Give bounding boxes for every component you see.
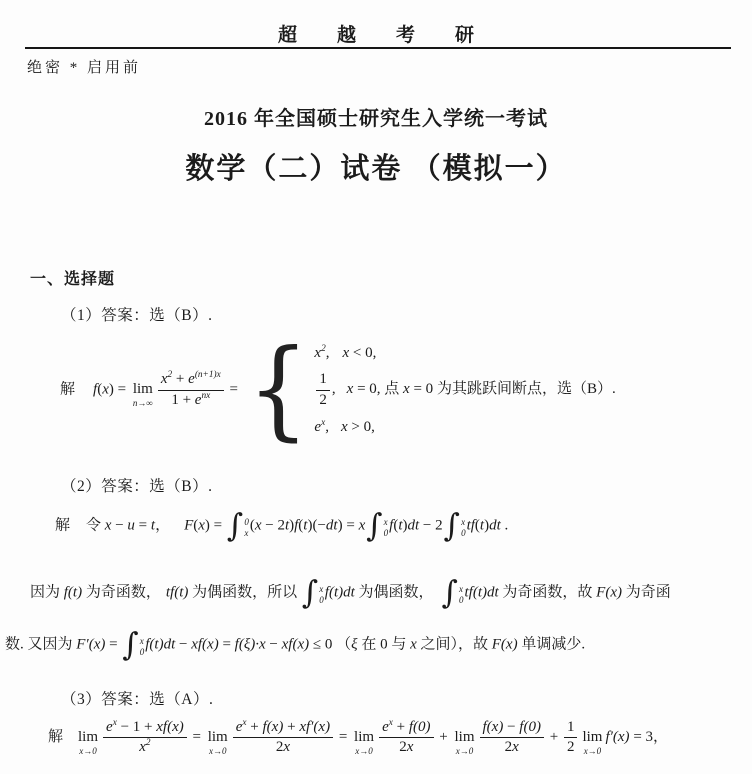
- mfrac: [480, 719, 544, 757]
- int-hi: x: [458, 583, 463, 594]
- mm: xf′(x): [299, 719, 331, 735]
- mm: x: [283, 739, 290, 756]
- mlim: [582, 730, 602, 756]
- mr: ) =: [337, 517, 359, 534]
- msup: 2: [321, 343, 326, 354]
- mm: f(0): [408, 719, 431, 735]
- mr: (: [249, 517, 255, 534]
- mm: x: [104, 517, 112, 534]
- mr: (: [298, 517, 304, 534]
- lim-top: lim: [582, 729, 603, 746]
- classification-label: 绝密 * 启用前: [27, 60, 142, 76]
- mm: dt: [407, 517, 420, 534]
- mc: 数. 又因为: [5, 636, 77, 653]
- mr: < 0,: [349, 344, 377, 361]
- mr: = 0,: [353, 381, 385, 398]
- mr: .: [500, 517, 509, 534]
- mm: e: [106, 719, 113, 735]
- mr: ): [484, 517, 490, 534]
- int-bounds: [384, 516, 389, 537]
- mr: ) =: [204, 517, 226, 534]
- mm: x: [102, 381, 109, 398]
- mint: [366, 508, 389, 544]
- mc: 为奇函数，故: [498, 584, 597, 601]
- mm: F(x): [491, 636, 518, 653]
- int-lo: 0: [383, 527, 389, 538]
- mr: 2: [275, 739, 284, 756]
- mc: 解: [48, 729, 64, 746]
- mc: 单调减少.: [517, 636, 586, 653]
- mr: =: [225, 381, 242, 398]
- answer-label-1: （1）答案：选（B）.: [61, 307, 213, 324]
- mr: ): [289, 517, 295, 534]
- mm: e: [314, 418, 322, 435]
- mm: f: [389, 517, 394, 534]
- mm: x: [403, 381, 410, 398]
- mm: tf(t)dt: [464, 584, 499, 601]
- mc: ，: [653, 729, 669, 746]
- mc: 解: [55, 517, 71, 534]
- mint: [443, 508, 466, 544]
- mr: ,: [331, 381, 336, 398]
- mr: +: [392, 719, 409, 735]
- mm: tf(t): [165, 584, 189, 601]
- mm: ξ: [351, 636, 358, 653]
- lim-under: x→0: [455, 746, 474, 757]
- lim-top: lim: [207, 729, 228, 746]
- mr: (: [97, 381, 103, 398]
- lim-top: lim: [354, 729, 375, 746]
- mbrace: {: [247, 327, 309, 452]
- mm: x: [342, 344, 350, 361]
- mr: +: [283, 719, 300, 735]
- mden: [168, 391, 213, 409]
- solution-2-paragraph-line-1: [30, 575, 671, 611]
- mm: f: [93, 381, 98, 398]
- mm: x: [346, 381, 354, 398]
- mr: 1 +: [171, 391, 195, 408]
- mr: +: [545, 729, 562, 746]
- int-bounds: [244, 516, 249, 537]
- mden: [273, 738, 293, 756]
- int-hi: x: [319, 583, 324, 594]
- int-lo: 0: [139, 646, 145, 657]
- mm: x: [358, 517, 366, 534]
- int-bounds: [461, 516, 466, 537]
- mm: xf(x): [156, 719, 184, 735]
- lim-under: n→∞: [132, 398, 153, 409]
- mr: = 0: [409, 381, 437, 398]
- mm: f(t): [63, 584, 83, 601]
- mcol: [314, 344, 615, 437]
- mr: ): [402, 517, 408, 534]
- mlim: [208, 730, 228, 756]
- int-sign: ∫: [122, 627, 139, 663]
- mr: −: [175, 636, 192, 653]
- mr: > 0,: [347, 418, 375, 435]
- mm: F(x): [596, 584, 622, 601]
- mr: 2: [399, 739, 407, 756]
- mfrac: [564, 719, 578, 757]
- mnum: [316, 371, 330, 390]
- msup: x: [112, 718, 117, 728]
- answer-label-3: （3）答案：选（A）.: [61, 691, 214, 708]
- mm: f(x): [482, 719, 504, 735]
- mc: 在 0 与: [357, 636, 411, 653]
- mr: ≤ 0: [309, 636, 337, 653]
- mr: +: [172, 371, 189, 388]
- mnum: [564, 719, 578, 738]
- mden: [396, 738, 416, 756]
- paper-title: 数学（二）试卷 （模拟一）: [185, 153, 567, 185]
- lim-under: x→0: [355, 746, 373, 757]
- mden: [136, 738, 153, 756]
- mc: 为奇函: [621, 584, 671, 601]
- mm: dt: [325, 517, 338, 534]
- mc: 点: [384, 381, 404, 398]
- mm: x: [410, 636, 417, 653]
- mm: x: [160, 371, 168, 388]
- lim-top: lim: [78, 729, 99, 746]
- mm: tf: [466, 517, 475, 534]
- mm: t: [479, 517, 485, 534]
- mden: [564, 738, 578, 756]
- msup: x: [242, 718, 247, 728]
- mm: t: [398, 517, 403, 534]
- mm: f′(x): [605, 729, 630, 746]
- int-sign: ∫: [366, 508, 383, 544]
- mfrac: [316, 371, 330, 409]
- mm: x: [406, 739, 414, 756]
- int-sign: ∫: [441, 575, 458, 611]
- int-hi: x: [139, 635, 144, 646]
- mm: f(ξ)·x: [234, 636, 266, 653]
- mc: 之间），故: [416, 636, 492, 653]
- lim-under: x→0: [583, 746, 602, 757]
- mfrac: [379, 719, 433, 757]
- mfrac: [158, 371, 224, 409]
- solution-2-paragraph-line-2: [5, 627, 586, 663]
- mrow: [314, 344, 615, 363]
- mm: e: [188, 371, 195, 388]
- mr: (: [193, 517, 199, 534]
- mr: −: [265, 636, 282, 653]
- mm: t: [150, 517, 156, 534]
- mint: [301, 575, 324, 611]
- mcases: [244, 327, 616, 452]
- int-sign: ∫: [443, 508, 461, 544]
- mr: ,: [325, 344, 330, 361]
- lim-under: x→0: [79, 746, 97, 757]
- mm: f(x): [262, 719, 284, 735]
- header-divider-line: [25, 47, 731, 49]
- mm: f(0): [519, 719, 541, 735]
- mm: xf(x): [281, 636, 310, 653]
- lim-under: x→0: [208, 746, 227, 757]
- mm: e: [235, 719, 243, 735]
- mr: 2: [504, 739, 513, 756]
- mfrac: [233, 719, 333, 757]
- mnum: [379, 719, 433, 738]
- mm: x: [254, 517, 262, 534]
- mc: （: [336, 636, 352, 653]
- mc: 为偶函数，: [354, 584, 434, 601]
- section-heading-choice-questions: 一、选择题: [30, 271, 116, 288]
- mden: [316, 391, 330, 409]
- mm: x: [139, 739, 146, 756]
- mnum: [480, 719, 544, 738]
- mr: 2: [566, 739, 575, 756]
- brand-header-text: 超越考研: [277, 25, 514, 46]
- mm: x: [198, 517, 205, 534]
- mm: e: [194, 391, 202, 408]
- mc: 为其跳跃间断点，选（B）.: [436, 381, 616, 398]
- mr: − 2: [261, 517, 285, 534]
- lim-top: lim: [454, 729, 475, 746]
- int-sign: ∫: [226, 508, 244, 544]
- mm: F: [184, 517, 194, 534]
- mint: [441, 575, 464, 611]
- mm: x: [512, 739, 519, 756]
- mlim: [133, 382, 153, 408]
- mrow: [314, 371, 615, 409]
- mr: 1: [319, 371, 327, 388]
- mlim: [78, 730, 98, 756]
- mc: 解: [60, 381, 76, 398]
- mr: = 3: [629, 729, 654, 746]
- mr: 2: [319, 391, 327, 408]
- mr: =: [134, 517, 151, 534]
- mr: +: [435, 729, 452, 746]
- mrow: [314, 418, 615, 437]
- msup: nx: [201, 390, 211, 401]
- lim-top: lim: [132, 381, 153, 398]
- solution-formula-2: [55, 508, 509, 544]
- mr: =: [105, 636, 122, 653]
- mr: ,: [325, 418, 329, 435]
- int-lo: 0: [461, 527, 466, 538]
- exam-title: 2016 年全国硕士研究生入学统一考试: [204, 108, 548, 130]
- mm: t: [303, 517, 308, 534]
- mr: −: [111, 517, 128, 534]
- mr: −: [503, 719, 520, 735]
- int-lo: x: [244, 527, 249, 538]
- mden: [502, 738, 522, 756]
- mint: [122, 627, 145, 663]
- brand-header: [0, 20, 752, 47]
- mr: (: [393, 517, 399, 534]
- mc: 令: [86, 517, 105, 534]
- msup: (n+1)x: [194, 370, 221, 381]
- mc: 为偶函数，所以: [188, 584, 301, 601]
- int-bounds: [459, 583, 464, 604]
- mm: t: [284, 517, 290, 534]
- mr: =: [335, 729, 352, 746]
- mnum: [233, 719, 333, 738]
- mm: xf(x): [191, 636, 219, 653]
- msup: x: [321, 417, 326, 428]
- mm: f: [294, 517, 299, 534]
- mr: +: [246, 719, 263, 735]
- mc: ，: [155, 517, 171, 534]
- mlim: [354, 730, 374, 756]
- int-lo: 0: [458, 594, 464, 605]
- msup: 2: [145, 738, 151, 749]
- mint: [226, 508, 249, 544]
- mr: ) =: [108, 381, 130, 398]
- mm: f(t)dt: [145, 636, 176, 653]
- int-sign: ∫: [301, 575, 319, 611]
- mr: =: [188, 729, 205, 746]
- mr: − 2: [419, 517, 443, 534]
- int-hi: x: [461, 516, 466, 527]
- msup: x: [388, 718, 393, 728]
- mc: 因为: [30, 584, 64, 601]
- mm: x: [314, 344, 322, 361]
- mc: 为奇函数，: [82, 584, 161, 601]
- mnum: [103, 719, 187, 738]
- int-hi: x: [383, 516, 388, 527]
- mm: e: [382, 719, 389, 735]
- int-lo: 0: [319, 594, 324, 605]
- mm: F′(x): [76, 636, 106, 653]
- mm: dt: [489, 517, 501, 534]
- answer-label-2: （2）答案：选（B）.: [61, 478, 213, 495]
- mr: )(−: [307, 517, 326, 534]
- int-bounds: [319, 583, 324, 604]
- solution-formula-3: [48, 719, 668, 757]
- mfrac: [103, 719, 187, 757]
- mnum: [158, 371, 224, 390]
- mr: 1: [566, 719, 575, 735]
- mm: u: [127, 517, 135, 534]
- mlim: [454, 730, 474, 756]
- mm: x: [340, 418, 348, 435]
- int-bounds: [140, 635, 145, 656]
- mr: =: [218, 636, 235, 653]
- msup: 2: [167, 370, 173, 381]
- mr: (: [474, 517, 480, 534]
- mm: f(t)dt: [324, 584, 355, 601]
- mr: − 1 +: [116, 719, 157, 735]
- int-hi: 0: [244, 516, 249, 527]
- solution-formula-1: [60, 327, 616, 452]
